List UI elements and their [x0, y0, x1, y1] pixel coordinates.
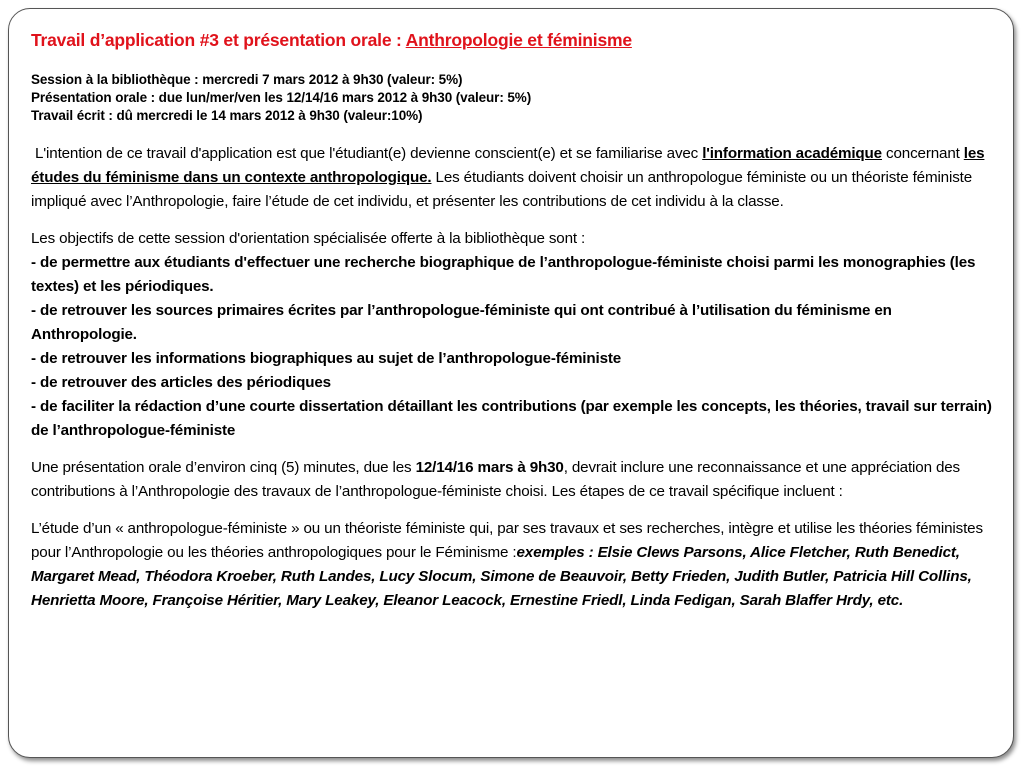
objectives-heading: Les objectifs de cette session d'orientation spécialisée offerte à la bibliothèque sont : — [31, 230, 586, 247]
intro-emphasis-2: les études du féminisme dans un contexte anthropologique. — [31, 145, 985, 186]
intro-text-2: concernant — [881, 145, 964, 162]
objective-item: - de permettre aux étudiants d'effectuer une recherche biographique de l’anthropologue-féministe choisi parmi les monographies (les textes) et les périodiques. — [31, 254, 976, 295]
page-title — [31, 30, 993, 51]
intro-text-1: L'intention de ce travail d'application est que l'étudiant(e) devienne conscient(e) et se familiarise avec — [35, 145, 703, 162]
schedule-line-written: Travail écrit : dû mercredi le 14 mars 2012 à 9h30 (valeur:10%) — [31, 108, 423, 123]
intro-emphasis-1: l'information académique — [702, 145, 882, 162]
objective-item: - de retrouver les sources primaires écrites par l’anthropologue-féministe qui ont contribué à l’utilisation du féminisme en Anthropologie. — [31, 302, 892, 343]
intro-paragraph — [31, 142, 993, 214]
presentation-text-2: , devrait inclure une reconnaissance et une appréciation des contributions à l’Anthropologie des travaux de l’anthropologue-féministe choisi. Les étapes de ce travail spécifique incluent : — [31, 459, 960, 500]
schedule-line-session: Session à la bibliothèque : mercredi 7 mars 2012 à 9h30 (valeur: 5%) — [31, 72, 463, 87]
slide-content — [31, 30, 993, 626]
title-prefix: Travail d’application #3 et présentation orale : — [31, 30, 406, 50]
title-topic: Anthropologie et féminisme — [405, 30, 632, 50]
schedule-block — [31, 71, 993, 125]
objectives-block — [31, 227, 993, 443]
schedule-line-presentation: Présentation orale : due lun/mer/ven les 12/14/16 mars 2012 à 9h30 (valeur: 5%) — [31, 90, 532, 105]
presentation-dates: 12/14/16 mars à 9h30 — [415, 459, 564, 476]
intro-text-3: Les étudiants doivent choisir un anthropologue féministe ou un théoriste féministe impliqué avec l’Anthropologie, faire l’étude de cet individu, et présenter les contributions de cet individu à la classe. — [31, 169, 973, 210]
presentation-paragraph — [31, 456, 993, 504]
objective-item: - de retrouver les informations biographiques au sujet de l’anthropologue-féministe — [31, 350, 622, 367]
objective-item: - de retrouver des articles des périodiques — [31, 374, 331, 391]
presentation-text-1: Une présentation orale d’environ cinq (5) minutes, due les — [31, 459, 416, 476]
study-paragraph — [31, 517, 993, 613]
objective-item: - de faciliter la rédaction d’une courte dissertation détaillant les contributions (par exemple les concepts, les théories, travail sur terrain) de l’anthropologue-féministe — [31, 398, 992, 439]
study-examples: exemples : Elsie Clews Parsons, Alice Fletcher, Ruth Benedict, Margaret Mead, Théodora Kroeber, Ruth Landes, Lucy Slocum, Simone de Beauvoir, Betty Frieden, Judith Butler, Patricia Hill Collins, Henrietta Moore, Françoise Héritier, Mary Leakey, Eleanor Leacock, Ernestine Friedl, Linda Fedigan, Sarah Blaffer Hrdy, etc. — [31, 544, 972, 609]
study-text: L’étude d’un « anthropologue-féministe » ou un théoriste féministe qui, par ses travaux et ses recherches, intègre et utilise les théories féministes pour l’Anthropologie ou les théories anthropologiques pour le Féminisme : — [31, 520, 983, 561]
